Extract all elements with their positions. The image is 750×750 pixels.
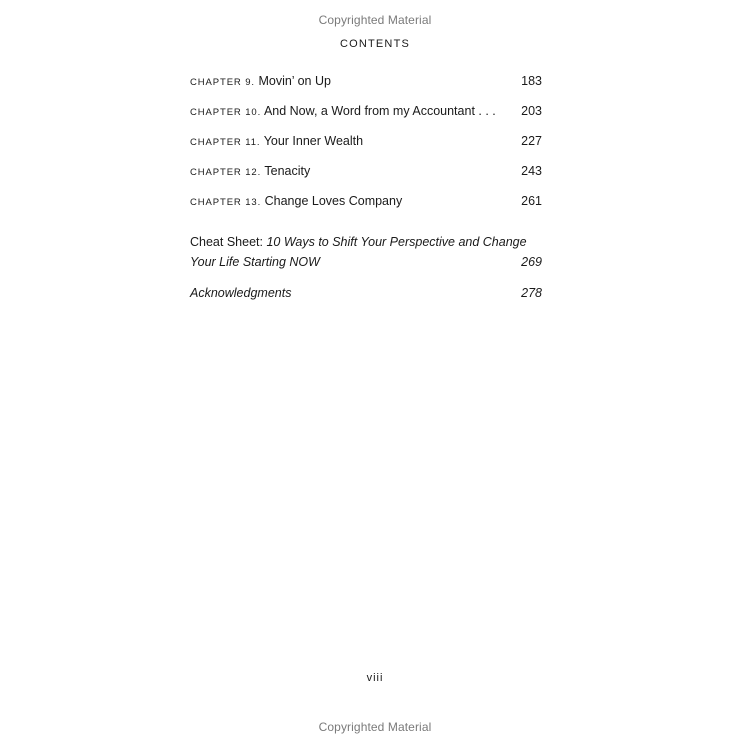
page-number: 269 [521, 255, 542, 269]
chapter-title: Your Inner Wealth [263, 134, 364, 148]
toc-entry-chapter-9 [190, 72, 542, 102]
toc-entry-chapter-12 [190, 162, 542, 192]
toc-entry-chapter-11 [190, 132, 542, 162]
chapter-label: CHAPTER 9. [190, 77, 255, 88]
cheat-sheet-line-1 [190, 232, 542, 252]
toc-entry-text [190, 102, 496, 122]
chapter-title: Tenacity [264, 164, 311, 178]
contents-heading: CONTENTS [339, 38, 411, 50]
page-number: 183 [521, 74, 542, 88]
copyright-watermark-bottom: Copyrighted Material [318, 720, 432, 734]
cheat-sheet-prefix: Cheat Sheet: [190, 235, 263, 249]
chapter-title: Movin’ on Up [258, 74, 331, 88]
toc-entry-chapter-10 [190, 102, 542, 132]
toc-entry-chapter-13 [190, 192, 542, 222]
toc-entry-cheat-sheet [190, 232, 542, 272]
page-number: 203 [521, 104, 542, 118]
toc-entry-text [190, 132, 363, 152]
toc-entry-acknowledgments [190, 283, 542, 303]
chapter-title: And Now, a Word from my Accountant . . . [263, 104, 496, 118]
table-of-contents [190, 72, 542, 222]
cheat-sheet-line-2 [190, 252, 542, 272]
copyright-watermark-top: Copyrighted Material [318, 13, 432, 27]
toc-entry-text [190, 162, 310, 182]
cheat-sheet-title-line-2: Your Life Starting NOW [190, 255, 320, 269]
chapter-label: CHAPTER 13. [190, 197, 262, 208]
cheat-sheet-title-line-1: 10 Ways to Shift Your Perspective and Change [266, 235, 527, 249]
acknowledgments-title: Acknowledgments [190, 286, 292, 300]
toc-entry-text [190, 72, 331, 92]
acknowledgments-line [190, 283, 542, 303]
page-folio: viii [366, 672, 384, 684]
page-number: 261 [521, 194, 542, 208]
page-number: 278 [521, 286, 542, 300]
toc-entry-text [190, 192, 402, 212]
chapter-label: CHAPTER 12. [190, 167, 262, 178]
chapter-label: CHAPTER 11. [190, 137, 261, 148]
chapter-title: Change Loves Company [264, 194, 403, 208]
chapter-label: CHAPTER 10. [190, 107, 262, 118]
page-number: 227 [521, 134, 542, 148]
page-number: 243 [521, 164, 542, 178]
